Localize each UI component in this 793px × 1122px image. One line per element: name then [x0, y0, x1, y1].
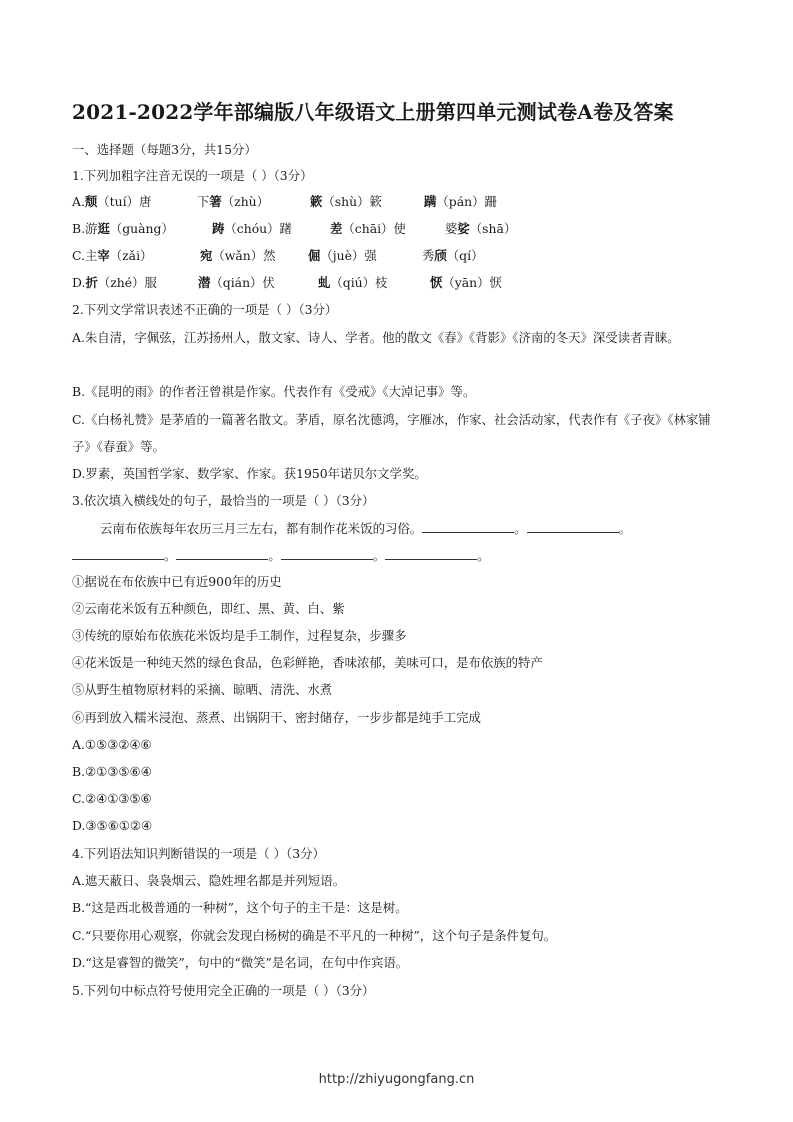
section-heading: 一、选择题（每题3分，共15分）	[72, 142, 257, 157]
blank-3[interactable]	[72, 547, 164, 560]
q2-option-d: D.罗素，英国哲学家、数学家、作家。获1950年诺贝尔文学奖。	[72, 466, 427, 481]
q1-option-d: D.折（zhé）服	[72, 275, 157, 290]
q3-option-a: A.①⑤③②④⑥	[72, 737, 152, 752]
q1-option-a-4: 蹒（pán）跚	[424, 194, 497, 209]
question-2-stem: 2.下列文学常识表述不正确的一项是（ ）（3分）	[72, 302, 338, 317]
blank-6[interactable]	[385, 547, 477, 560]
q4-option-a: A.遮天蔽日、袅袅烟云、隐姓埋名都是并列短语。	[72, 873, 346, 888]
q1-option-d-4: 恹（yān）恹	[430, 275, 502, 290]
q1-option-c-3: 倔（juè）强	[308, 248, 377, 263]
q3-passage-cont: 。 。 。 。	[72, 547, 490, 564]
footer-url[interactable]: http://zhiyugongfang.cn	[318, 1072, 475, 1087]
q3-sentence-1: ①据说在布依族中已有近900年的历史	[72, 574, 282, 589]
q4-option-b: B.“这是西北极普通的一种树”，这个句子的主干是：这是树。	[72, 900, 408, 915]
q3-passage: 云南布依族每年农历三月三左右，都有制作花米饭的习俗。 。 。	[100, 521, 631, 536]
q3-sentence-4: ④花米饭是一种纯天然的绿色食品，色彩鲜艳，香味浓郁，美味可口，是布依族的特产	[72, 655, 543, 670]
q1-option-b-2: 踌（chóu）躇	[212, 221, 292, 236]
blank-1[interactable]	[422, 520, 514, 533]
question-5-stem: 5.下列句中标点符号使用完全正确的一项是（ ）（3分）	[72, 983, 375, 998]
q1-option-a-2: 下箸（zhù）	[197, 194, 270, 209]
question-1-stem: 1.下列加粗字注音无误的一项是（ ）（3分）	[72, 168, 313, 183]
blank-5[interactable]	[281, 547, 373, 560]
q1-option-d-3: 虬（qiú）枝	[318, 275, 388, 290]
q4-option-c: C.“只要你用心观察，你就会发现白杨树的确是不平凡的一种树”，这个句子是条件复句。	[72, 928, 557, 943]
q1-option-c-4: 秀颀（qí）	[422, 248, 484, 263]
q3-option-b: B.②①③⑤⑥④	[72, 764, 152, 779]
q3-option-c: C.②④①③⑤⑥	[72, 791, 152, 806]
q1-option-b-3: 差（chāi）使	[330, 221, 406, 236]
q1-option-b-4: 婆娑（shā）	[445, 221, 517, 236]
q1-option-c: C.主宰（zǎi）	[72, 248, 153, 263]
q1-option-a-3: 簌（shù）簌	[310, 194, 382, 209]
q2-option-c: C.《白杨礼赞》是茅盾的一篇著名散文。茅盾，原名沈德鸿，字雁冰，作家、社会活动家，代表作有《子夜》《林家铺子》《春蚕》等。	[72, 412, 711, 454]
page-title: 2021-2022学年部编版八年级语文上册第四单元测试卷A卷及答案	[72, 100, 674, 124]
q3-option-d: D.③⑤⑥①②④	[72, 818, 153, 833]
blank-4[interactable]	[176, 547, 268, 560]
q3-sentence-3: ③传统的原始布依族花米饭均是手工制作，过程复杂，步骤多	[72, 628, 407, 643]
q2-option-b: B.《昆明的雨》的作者汪曾祺是作家。代表作有《受戒》《大淖记事》等。	[72, 384, 476, 399]
q2-option-a: A.朱自清，字佩弦，江苏扬州人，散文家、诗人、学者。他的散文《春》《背影》《济南的冬天》深受读者青睐。	[72, 330, 680, 345]
question-3-stem: 3.依次填入横线处的句子，最恰当的一项是（ ）（3分）	[72, 493, 375, 508]
question-4-stem: 4.下列语法知识判断错误的一项是（ ）（3分）	[72, 846, 325, 861]
q3-sentence-5: ⑤从野生植物原材料的采摘、晾晒、清洗、水煮	[72, 682, 333, 697]
q1-option-a: A.颓（tuí）唐	[72, 194, 152, 209]
blank-2[interactable]	[527, 520, 619, 533]
q4-option-d: D.“这是睿智的微笑”，句中的“微笑”是名词，在句中作宾语。	[72, 955, 409, 970]
q1-option-b: B.游逛（guàng）	[72, 221, 174, 236]
q1-option-d-2: 潜（qián）伏	[198, 275, 275, 290]
q3-sentence-6: ⑥再到放入糯米浸泡、蒸煮、出锅阴干、密封储存，一步步都是纯手工完成	[72, 710, 481, 725]
q3-sentence-2: ②云南花米饭有五种颜色，即红、黑、黄、白、紫	[72, 601, 345, 616]
q1-option-c-2: 宛（wǎn）然	[200, 248, 276, 263]
